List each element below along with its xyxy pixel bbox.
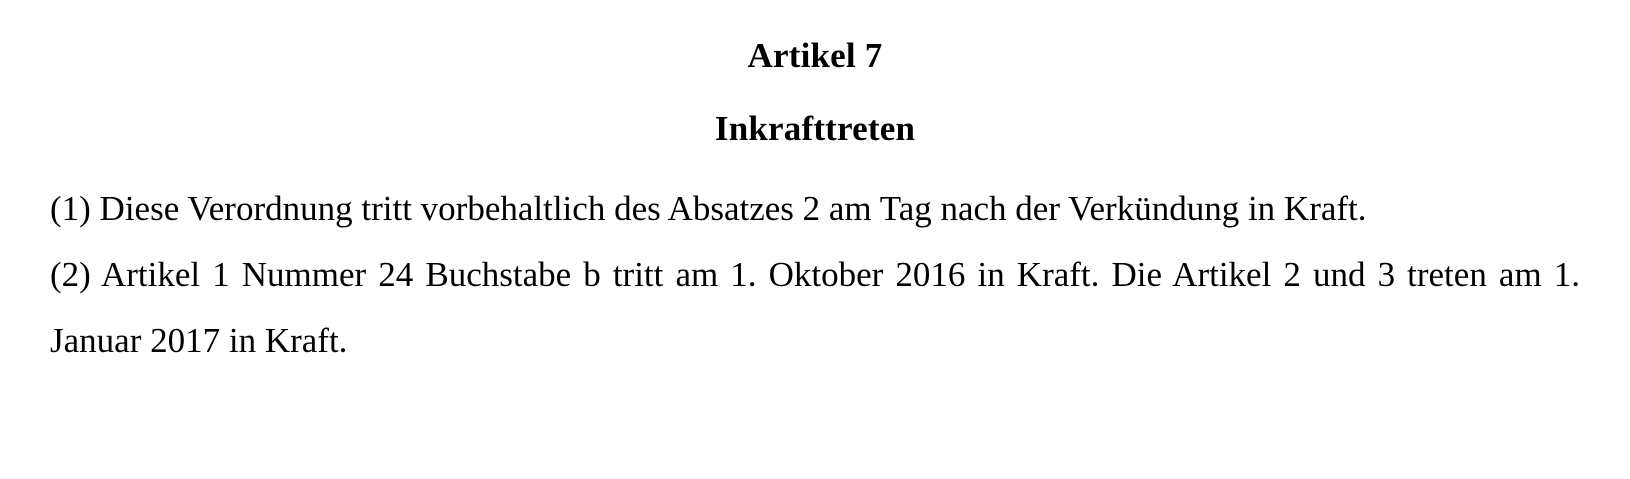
section-heading: Inkrafttreten xyxy=(714,109,916,148)
article-heading: Artikel 7 xyxy=(747,36,883,75)
paragraph-1: (1) Diese Verordnung tritt vorbehaltlich des Absatzes 2 am Tag nach der Verkündung in Kraft. xyxy=(50,189,1367,228)
paragraph-2: (2) Artikel 1 Nummer 24 Buchstabe b tritt am 1. Oktober 2016 in Kraft. Die Artikel 2 und 3 treten am 1. Januar 2017 in Kraft. xyxy=(50,255,1580,360)
